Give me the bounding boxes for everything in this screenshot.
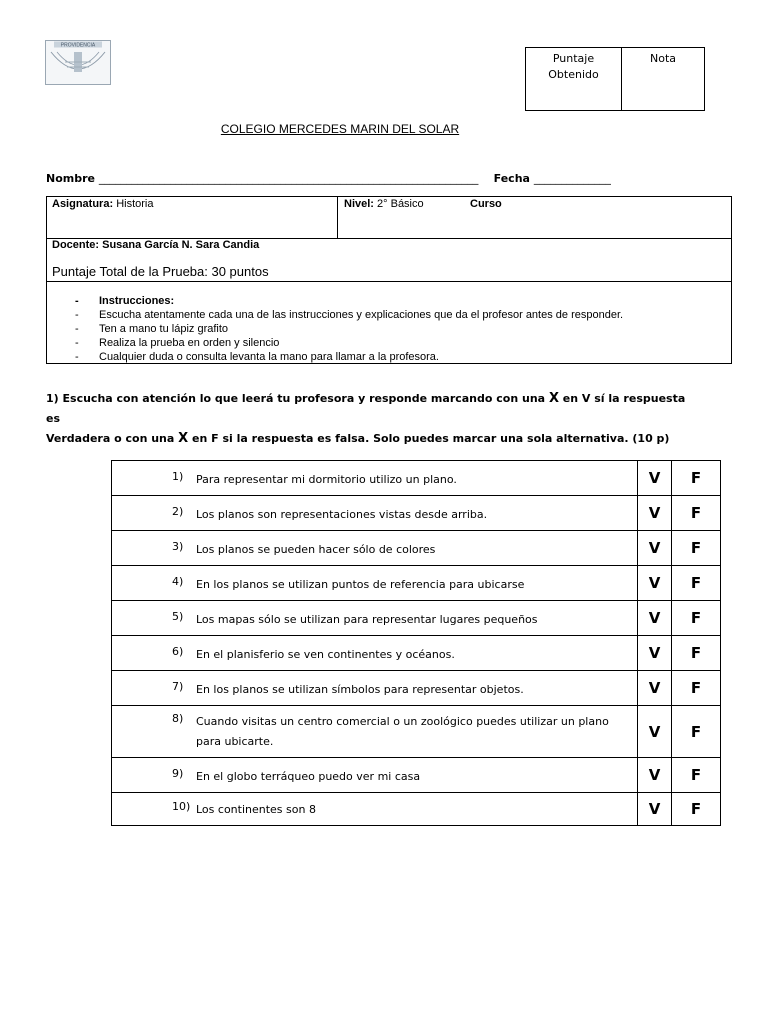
statement-number: 1) (172, 470, 184, 483)
statement-number: 2) (172, 505, 184, 518)
statement-number: 9) (172, 767, 184, 780)
true-option[interactable]: V (638, 706, 672, 758)
x-mark: X (178, 431, 189, 446)
statement-number: 5) (172, 610, 184, 623)
false-option[interactable]: F (672, 671, 721, 706)
info-row-instructions (47, 282, 731, 363)
teacher: Docente: Susana García N. Sara Candia (52, 239, 260, 251)
false-option[interactable]: F (672, 706, 721, 758)
statement-number: 8) (172, 712, 184, 725)
false-option[interactable]: F (672, 601, 721, 636)
x-mark: X (548, 391, 559, 406)
logo-top-text: PROVIDENCIA (60, 42, 96, 49)
score-box (525, 47, 705, 111)
true-option[interactable]: V (638, 671, 672, 706)
statement-cell (112, 461, 638, 496)
statement-text: Para representar mi dormitorio utilizo un plano. (196, 473, 457, 486)
date-blank: ______________ (533, 172, 611, 185)
true-option[interactable]: V (638, 793, 672, 826)
instructions-list (75, 294, 623, 364)
score-obtained-label: Puntaje Obtenido (526, 48, 622, 110)
statement-number: 4) (172, 575, 184, 588)
statement-row (112, 461, 721, 496)
statement-text: En el planisferio se ven continentes y océanos. (196, 648, 455, 661)
statement-cell (112, 636, 638, 671)
prompt-text: en V sí la respuesta es (46, 392, 686, 425)
name-blank: _____________________________________________________________________ (98, 172, 479, 185)
subject-label: Asignatura: (52, 198, 114, 210)
statement-row (112, 531, 721, 566)
statement-text: Los planos son representaciones vistas desde arriba. (196, 508, 488, 521)
statement-cell (112, 566, 638, 601)
statement-cell (112, 706, 638, 758)
date-label: Fecha (493, 172, 530, 185)
statement-text: Los mapas sólo se utilizan para representar lugares pequeños (196, 613, 538, 626)
grade-label: Nota (649, 52, 676, 65)
info-row-teacher (47, 239, 731, 282)
prompt-text: Verdadera o con una (46, 432, 179, 445)
true-option[interactable]: V (638, 601, 672, 636)
school-name: COLEGIO MERCEDES MARIN DEL SOLAR (220, 122, 460, 136)
school-logo (45, 40, 111, 85)
statement-row (112, 793, 721, 826)
total-score: Puntaje Total de la Prueba: 30 puntos (52, 264, 269, 279)
statement-cell (112, 793, 638, 826)
question-1-prompt (46, 389, 696, 449)
true-option[interactable]: V (638, 758, 672, 793)
level-label: Nivel: (344, 198, 374, 210)
statement-row (112, 566, 721, 601)
level-value: 2° Básico (377, 198, 424, 210)
statement-cell (112, 671, 638, 706)
name-label: Nombre (46, 172, 95, 185)
statement-row (112, 636, 721, 671)
statement-row (112, 671, 721, 706)
prompt-text: en F si la respuesta es falsa. Solo puedes marcar una sola alternativa. (10 p) (188, 432, 670, 445)
instruction-item: - Realiza la prueba en orden y silencio (75, 336, 623, 350)
statement-text: Los planos se pueden hacer sólo de colores (196, 543, 436, 556)
statement-cell (112, 601, 638, 636)
true-option[interactable]: V (638, 566, 672, 601)
false-option[interactable]: F (672, 758, 721, 793)
true-option[interactable]: V (638, 531, 672, 566)
statement-cell (112, 531, 638, 566)
info-row-subject (47, 197, 731, 239)
statement-row (112, 758, 721, 793)
statement-text: En los planos se utilizan símbolos para representar objetos. (196, 683, 524, 696)
statement-row (112, 601, 721, 636)
course-label: Curso (470, 198, 502, 210)
statement-number: 7) (172, 680, 184, 693)
statement-row (112, 496, 721, 531)
statement-cell (112, 496, 638, 531)
false-option[interactable]: F (672, 636, 721, 671)
false-option[interactable]: F (672, 531, 721, 566)
statement-text: Los continentes son 8 (196, 803, 316, 816)
subject-value: Historia (116, 198, 154, 210)
statement-text: En el globo terráqueo puedo ver mi casa (196, 770, 421, 783)
statement-text: En los planos se utilizan puntos de referencia para ubicarse (196, 578, 525, 591)
true-false-table (111, 460, 721, 826)
instruction-item: - Ten a mano tu lápiz grafito (75, 322, 623, 336)
instruction-item: - Escucha atentamente cada una de las instrucciones y explicaciones que da el profesor antes de responder. (75, 308, 623, 322)
prompt-text: 1) Escucha con atención lo que leerá tu profesora y responde marcando con una (46, 392, 549, 405)
exam-info-table (46, 196, 732, 364)
true-option[interactable]: V (638, 496, 672, 531)
false-option[interactable]: F (672, 566, 721, 601)
instruction-item: - Cualquier duda o consulta levanta la mano para llamar a la profesora. (75, 350, 623, 364)
statement-number: 6) (172, 645, 184, 658)
true-option[interactable]: V (638, 636, 672, 671)
statement-row (112, 706, 721, 758)
instructions-title: - Instrucciones: (75, 294, 623, 308)
false-option[interactable]: F (672, 793, 721, 826)
true-option[interactable]: V (638, 461, 672, 496)
statement-cell (112, 758, 638, 793)
false-option[interactable]: F (672, 461, 721, 496)
statement-number: 10) (172, 800, 191, 813)
statement-text: Cuando visitas un centro comercial o un zoológico puedes utilizar un plano para ubicarte. (196, 715, 609, 748)
false-option[interactable]: F (672, 496, 721, 531)
name-date-line (46, 172, 611, 185)
statement-number: 3) (172, 540, 184, 553)
